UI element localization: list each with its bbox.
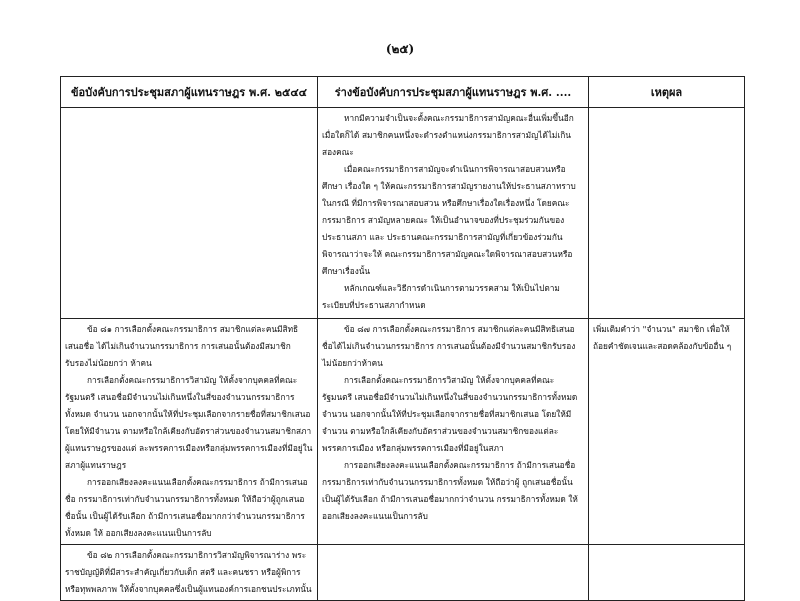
draft-paragraph: เมื่อคณะกรรมาธิการสามัญจะดำเนินการพิจารณาสอบสวนหรือศึกษา เรื่องใด ๆ ให้คณะกรรมาธิการสามัญรายงานให้ประธานสภาทราบ ในกรณี ที่มีการพิจารณาสอบสวน หรือศึกษาเรื่องใดเรื่องหนึ่ง โดยคณะกรรมาธิการ สามัญหลายคณะ ให้เป็นอำนาจของที่ประชุมร่วมกันของประธานสภา และ ประธานคณะกรรมาธิการสามัญที่เกี่ยวข้องร่วมกันพิจารณาว่าจะให้ คณะกรรมาธิการสามัญคณะใดพิจารณาสอบสวนหรือศึกษาเรื่องนั้น	[322, 164, 576, 276]
draft-cell	[318, 545, 589, 601]
current-paragraph: ข้อ ๘๒ การเลือกตั้งคณะกรรมาธิการวิสามัญพิจารณาร่าง พระราชบัญญัติที่มีสาระสำคัญเกี่ยวกับเด็ก สตรี และคนชรา หรือผู้พิการ หรือทุพพลภาพ ให้ตั้งจากบุคคลซึ่งเป็นผู้แทนองค์การเอกชนประเภทนั้น	[65, 550, 312, 594]
header-reason: เหตุผล	[589, 77, 745, 108]
comparison-table	[60, 76, 745, 601]
reason-text: เพิ่มเติมคำว่า "จำนวน" สมาชิก เพื่อให้ ถ้อยคำชัดเจนและสอดคล้องกับข้ออื่น ๆ	[593, 324, 732, 351]
draft-paragraph: หลักเกณฑ์และวิธีการดำเนินการตามวรรคสาม ให้เป็นไปตาม ระเบียบที่ประธานสภากำหนด	[322, 283, 560, 310]
draft-paragraph: การเลือกตั้งคณะกรรมาธิการวิสามัญ ให้ตั้งจากบุคคลที่คณะรัฐมนตรี เสนอชื่อมีจำนวนไม่เกินหนึ่งในสี่ของจำนวนกรรมาธิการทั้งหมด จำนวน นอกจากนั้นให้ที่ประชุมเลือกจากรายชื่อที่สมาชิกเสนอ โดยให้มีจำนวน ตามหรือใกล้เคียงกับอัตราส่วนของจำนวนสมาชิกของแต่ละพรรคการเมือง หรือกลุ่มพรรคการเมืองที่มีอยู่ในสภา	[322, 375, 578, 453]
table-row	[61, 319, 745, 545]
draft-cell	[318, 108, 589, 319]
draft-paragraph: การออกเสียงลงคะแนนเลือกตั้งคณะกรรมาธิการ ถ้ามีการเสนอชื่อกรรมาธิการเท่ากับจำนวนกรรมาธิการทั้งหมด ให้ถือว่าผู้ ถูกเสนอชื่อนั้นเป็นผู้ได้รับเลือก ถ้ามีการเสนอชื่อมากกว่าจำนวน กรรมาธิการทั้งหมด ให้ออกเสียงลงคะแนนเป็นการลับ	[322, 460, 578, 521]
header-current-regulation: ข้อบังคับการประชุมสภาผู้แทนราษฎร พ.ศ. ๒๕๔๔	[61, 77, 318, 108]
current-cell	[61, 545, 318, 601]
draft-paragraph: ข้อ ๘๗ การเลือกตั้งคณะกรรมาธิการ สมาชิกแต่ละคนมีสิทธิเสนอ ชื่อได้ไม่เกินจำนวนกรรมาธิการ การเสนอนั้นต้องมีจำนวนสมาชิกรับรอง ไม่น้อยกว่าห้าคน	[322, 324, 576, 368]
current-paragraph: การออกเสียงลงคะแนนเลือกตั้งคณะกรรมาธิการ ถ้ามีการเสนอชื่อ กรรมาธิการเท่ากับจำนวนกรรมาธิการทั้งหมด ให้ถือว่าผู้ถูกเสนอชื่อนั้น เป็นผู้ได้รับเลือก ถ้ามีการเสนอชื่อมากกว่าจำนวนกรรมาธิการทั้งหมด ให้ ออกเสียงลงคะแนนเป็นการลับ	[65, 477, 308, 538]
table-row	[61, 108, 745, 319]
header-row	[61, 77, 745, 108]
reason-cell	[589, 319, 745, 545]
draft-paragraph: หากมีความจำเป็นจะตั้งคณะกรรมาธิการสามัญคณะอื่นเพิ่มขึ้นอีก เมื่อใดก็ได้ สมาชิกคนหนึ่งจะดำรงตำแหน่งกรรมาธิการสามัญได้ไม่เกิน สองคณะ	[322, 113, 574, 157]
current-paragraph: การเลือกตั้งคณะกรรมาธิการวิสามัญ ให้ตั้งจากบุคคลที่คณะรัฐมนตรี เสนอชื่อมีจำนวนไม่เกินหนึ่งในสี่ของจำนวนกรรมาธิการทั้งหมด จำนวน นอกจากนั้นให้ที่ประชุมเลือกจากรายชื่อที่สมาชิกเสนอ โดยให้มีจำนวน ตามหรือใกล้เคียงกับอัตราส่วนของจำนวนสมาชิกสภาผู้แทนราษฎรของแต่ ละพรรคการเมืองหรือกลุ่มพรรคการเมืองที่มีอยู่ในสภาผู้แทนราษฎร	[65, 375, 313, 470]
table-row	[61, 545, 745, 601]
reason-cell	[589, 108, 745, 319]
reason-cell	[589, 545, 745, 601]
page-number: (๒๕)	[385, 42, 415, 56]
current-cell	[61, 108, 318, 319]
header-draft-regulation: ร่างข้อบังคับการประชุมสภาผู้แทนราษฎร พ.ศ. ....	[318, 77, 589, 108]
current-cell	[61, 319, 318, 545]
current-paragraph: ข้อ ๘๑ การเลือกตั้งคณะกรรมาธิการ สมาชิกแต่ละคนมีสิทธิเสนอชื่อ ได้ไม่เกินจำนวนกรรมาธิการ การเสนอนั้นต้องมีสมาชิกรับรองไม่น้อยกว่า ห้าคน	[65, 324, 299, 368]
draft-cell	[318, 319, 589, 545]
